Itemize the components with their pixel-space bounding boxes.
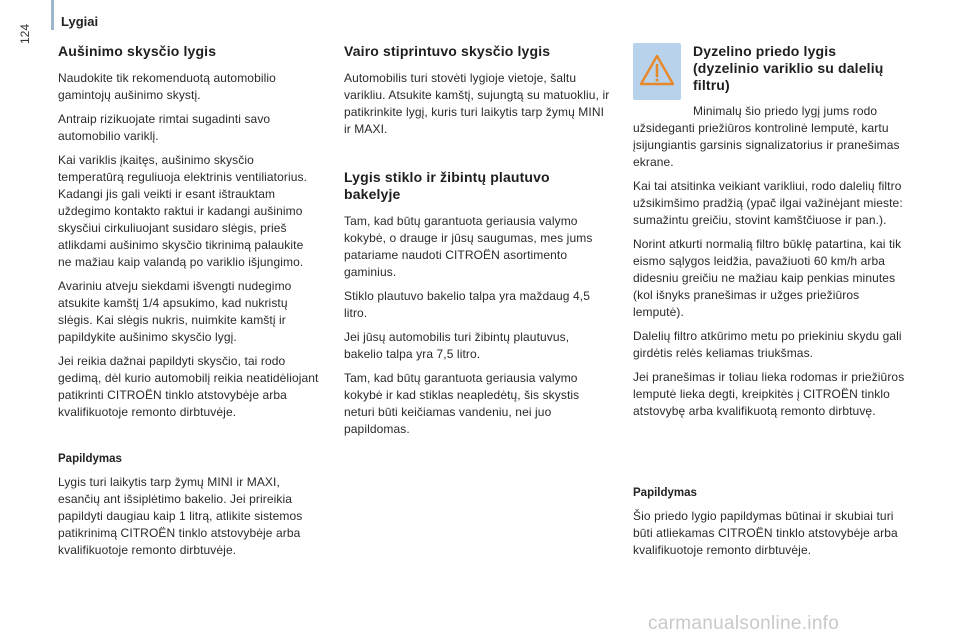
- page-number: 124: [18, 24, 32, 45]
- coolant-title: Aušinimo skysčio lygis: [58, 43, 217, 59]
- diesel-additive-paragraph: Jei pranešimas ir toliau lieka rodomas ir priežiūros lemputė lieka degti, kreipkitės į CITROËN tinklo atstovybę arba kvalifikuotą remonto dirbtuvę.: [633, 370, 905, 418]
- coolant-paragraph: Avariniu atveju siekdami išvengti nudegimo atsukite kamštį 1/4 apsukimo, kad nukristų slėgis. Kai slėgis nukris, nuimkite kamštį ir papildykite aušinimo skysčio lygį.: [58, 279, 292, 344]
- diesel-additive-paragraph: Dalelių filtro atkūrimo metu po priekiniu skydu gali girdėtis relės keliamas triukšmas.: [633, 329, 902, 360]
- washer-fluid-paragraph: Jei jūsų automobilis turi žibintų plautuvus, bakelio talpa yra 7,5 litro.: [344, 330, 570, 361]
- watermark: carmanualsonline.info: [648, 613, 840, 634]
- steering-fluid-paragraph: Automobilis turi stovėti lygioje vietoje, šaltu varikliu. Atsukite kamštį, sujungtą su matuokliu, ir patikrinkite lygį, kuris turi laikytis tarp žymų MINI ir MAXI.: [344, 71, 610, 136]
- diesel-refill-title: Papildymas: [633, 487, 697, 499]
- column-diesel-additive: [633, 0, 905, 566]
- washer-fluid-paragraph: Tam, kad būtų garantuota geriausia valymo kokybė ir kad stiklas neapledėtų, šis skystis neturi būti keičiamas vandeniu, nei juo papildomas.: [344, 371, 580, 436]
- washer-fluid-paragraph: Tam, kad būtų garantuota geriausia valymo kokybė, o drauge ir jūsų saugumas, mes jums patariame naudoti CITROËN asortimento gaminius.: [344, 214, 593, 279]
- coolant-refill-title: Papildymas: [58, 453, 122, 465]
- chapter-title: Lygiai: [61, 14, 99, 29]
- diesel-additive-title: Dyzelino priedo lygis (dyzelinio variklio su dalelių filtru): [693, 43, 884, 93]
- header-rule: [51, 0, 54, 30]
- coolant-paragraph: Antraip rizikuojate rimtai sugadinti savo automobilio variklį.: [58, 112, 271, 143]
- washer-fluid-title: Lygis stiklo ir žibintų plautuvo bakelyje: [344, 169, 550, 202]
- washer-fluid-paragraph: Stiklo plautuvo bakelio talpa yra maždaug 4,5 litro.: [344, 289, 590, 320]
- coolant-paragraph: Kai variklis įkaitęs, aušinimo skysčio temperatūrą reguliuoja elektrinis ventiliatorius. Kadangi jis gali veikti ir esant ištrauktam uždegimo kontakto raktui ir kadangi aušinimo skysčiui cirkuliuojant susidaro slėgis, prieš atlikdami aušinimo skysčio tikrinimą palaukite ne mažiau kaip valandą po variklio išjungimo.: [58, 153, 308, 269]
- column-coolant: [58, 0, 320, 566]
- diesel-additive-paragraph: Minimalų šio priedo lygį jums rodo užsideganti priežiūros kontrolinė lemputė, kartu įsijungiantis garsinis signalizatorius ir pranešimas ekrane.: [633, 104, 900, 169]
- coolant-refill-paragraph: Lygis turi laikytis tarp žymų MINI ir MAXI, esančių ant išsiplėtimo bakelio. Jei prireikia papildyti daugiau kaip 1 litrą, atlikite sistemos patikrinimą CITROËN tinklo atstovybėje arba kvalifikuotoje remonto dirbtuvėje.: [58, 475, 303, 557]
- column-steering-washer: [344, 0, 610, 445]
- diesel-additive-paragraph: Kai tai atsitinka veikiant varikliui, rodo dalelių filtro užsikimšimo pradžią (ypač ilgai važinėjant mieste: sumažintu greičiu, stovint kamštčiuose ir pan.).: [633, 179, 903, 227]
- coolant-paragraph: Jei reikia dažnai papildyti skysčio, tai rodo gedimą, dėl kurio automobilį reikia neatidėliojant patikrinti CITROËN tinklo atstovybėje arba kvalifikuotoje remonto dirbtuvėje.: [58, 354, 319, 419]
- coolant-paragraph: Naudokite tik rekomenduotą automobilio gamintojų aušinimo skystį.: [58, 71, 276, 102]
- diesel-additive-paragraph: Norint atkurti normalią filtro būklę patartina, kai tik eismo sąlygos leidžia, pavažiuoti 60 km/h arba didesniu greičiu ne mažiau kaip penkias minutes (kol išnyks pranešimas ir užges priežiūros lemputė).: [633, 237, 902, 319]
- steering-fluid-title: Vairo stiprintuvo skysčio lygis: [344, 43, 551, 59]
- diesel-refill-paragraph: Šio priedo lygio papildymas būtinai ir skubiai turi būti atliekamas CITROËN tinklo atstovybėje arba kvalifikuotoje remonto dirbtuvėje.: [633, 509, 898, 557]
